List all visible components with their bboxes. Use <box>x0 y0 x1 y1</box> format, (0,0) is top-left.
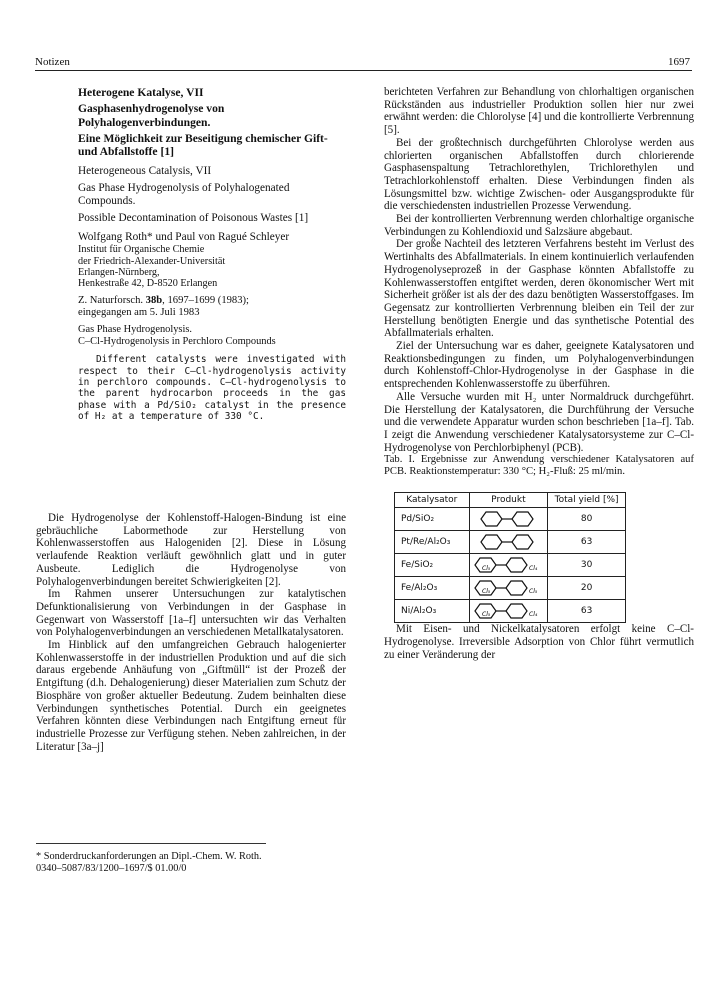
table-row <box>395 600 626 623</box>
affiliation <box>78 244 346 290</box>
product-cell <box>469 577 548 600</box>
paragraph: Die Hydrogenolyse der Kohlenstoff-Halogen-Bindung ist eine gebräuchliche Labormethode zur Herstellung von Kohlenwasserstoffen aus Halogeniden [2]. Diese in Lösung verlaufende Reaktion verläuft gewöhnlich glatt und in guter Ausbeute. Lediglich die Hydrogenolyse von Polyhalogenverbindungen bereitet Schwierigkeiten [2]. <box>36 512 346 588</box>
affiliation-line: Institut für Organische Chemie <box>78 244 205 256</box>
paragraph: Ziel der Untersuchung war es daher, geeignete Katalysatoren und Reaktionsbedingungen zu finden, um Polyhalogenverbindungen durch Kohlenstoff-Chlor-Hydrogenolyse in der Gasphase in die entsprechenden Kohlenwasserstoffe zu überführen. <box>384 340 694 391</box>
footnote-correspondence: * Sonderdruckanforderungen an Dipl.-Chem. W. Roth. <box>36 851 262 862</box>
chlorobiphenyl-structure <box>471 556 545 574</box>
title-main: Gasphasenhydrogenolyse von Polyhalogenverbindungen. <box>78 102 225 129</box>
yield-cell: 63 <box>548 600 626 623</box>
chlorobiphenyl-structure <box>471 602 545 620</box>
authors: Wolfgang Roth* und Paul von Ragué Schleyer <box>78 231 290 244</box>
paragraph: Im Rahmen unserer Untersuchungen zur katalytischen Defunktionalisierung von Verbindungen in der Gasphase in Gegenwart von Wasserstoff [1a–f] untersuchten wir das Verhalten von Polyhalogenverbindungen an verschiedenen Metallkatalysatoren. <box>36 588 346 639</box>
substituent-label: Cl₅ <box>482 565 491 573</box>
yield-cell: 30 <box>548 554 626 577</box>
table-row <box>395 577 626 600</box>
paragraph: berichteten Verfahren zur Behandlung von chlorhaltigen organischen Rückständen aus industrieller Produktion sollen hier nur zwei erwähnt werden: die Chlorolyse [4] und die kontrollierte Verbrennung [5]. <box>384 86 694 137</box>
journal-pages: , 1697–1699 (1983); <box>162 294 249 306</box>
substituent-label: Cl₅ <box>482 588 491 596</box>
left-column-front-matter <box>36 86 346 422</box>
yield-cell: 80 <box>548 508 626 531</box>
table-row <box>395 554 626 577</box>
title-series: Heterogene Katalyse, VII <box>78 86 204 99</box>
substituent-label: Cl₄ <box>529 565 538 573</box>
product-cell <box>469 508 548 531</box>
header-rule <box>35 70 692 71</box>
results-table <box>394 492 626 623</box>
biphenyl-structure <box>475 533 541 551</box>
journal-name: Z. Naturforsch. <box>78 294 144 306</box>
table-header-yield: Total yield [%] <box>548 493 626 508</box>
paragraph: Im Hinblick auf den umfangreichen Gebrauch halogenierter Kohlenwasserstoffe in der industriellen Produktion und auf die sich daraus ergebende Anhäufung von „Giftmüll“ ist der Prozeß der Entgiftung (d.h. Dehalogenierung) dieser Materialien zum Schutz der Biosphäre von großer aktueller Bedeutung. Zudem beinhalten diese Verbindungen synthetisches Potential. Durch ein geeignetes Verfahren könnten diese Verbindungen nach Entgiftung erneut für industrielle Prozesse zur Verfügung stehen. Neben zahlreichen, in der Literatur [3a–j] <box>36 639 346 753</box>
keyword: Gas Phase Hydrogenolysis. <box>78 323 192 335</box>
chlorobiphenyl-structure <box>471 579 545 597</box>
paragraph: Bei der kontrollierten Verbrennung werden chlorhaltige organische Verbindungen zu Kohlendioxid und Salzsäure abgebaut. <box>384 213 694 238</box>
catalyst-cell: Pt/Re/Al₂O₃ <box>395 531 470 554</box>
abstract: Different catalysts were investigated with respect to their C–Cl-hydrogenolysis activity in perchloro compounds. C–Cl-hydrogenolysis to the parent hydrocarbon proceeds in the gas phase with a Pd/SiO₂ catalyst in the presence of H₂ at a temperature of 330 °C. <box>78 354 346 422</box>
table-row <box>395 508 626 531</box>
paragraph: Bei der großtechnisch durchgeführten Chlorolyse werden aus chlorierten organischen Abfallstoffen durch chlorierende Gasphasenspaltung Tetrachlorethylen, Trichlorethylen und Tetrachlorkohlenstoff erhalten. Diese Verbindungen finden als Lösungsmittel bzw. wichtige Zwischen- oder Ausgangsprodukte für die verschiedensten industriellen Prozesse Verwendung. <box>384 136 694 213</box>
affiliation-line: Henkestraße 42, D-8520 Erlangen <box>78 278 218 290</box>
table-header-row <box>395 493 626 508</box>
product-cell <box>469 600 548 623</box>
title-en-main: Gas Phase Hydrogenolysis of Polyhalogenated Compounds. <box>78 182 290 208</box>
yield-cell: 63 <box>548 531 626 554</box>
catalyst-cell: Fe/Al₂O₃ <box>395 577 470 600</box>
title-block <box>36 86 346 422</box>
right-column <box>384 86 694 662</box>
substituent-label: Cl₄ <box>529 611 538 619</box>
product-cell <box>469 554 548 577</box>
page-number: 1697 <box>668 56 690 68</box>
table-caption: Tab. I. Ergebnisse zur Anwendung verschiedener Katalysatoren auf PCB. Reaktionstemperatur: 330 °C; H₂-Fluß: 25 ml/min. <box>384 454 694 478</box>
substituent-label: Cl₅ <box>529 588 538 596</box>
table-header-catalyst: Katalysator <box>395 493 470 508</box>
received-date: eingegangen am 5. Juli 1983 <box>78 306 200 318</box>
footnote <box>36 851 346 875</box>
affiliation-line: Erlangen-Nürnberg, <box>78 266 160 278</box>
catalyst-cell: Fe/SiO₂ <box>395 554 470 577</box>
table-row <box>395 531 626 554</box>
catalyst-cell: Ni/Al₂O₃ <box>395 600 470 623</box>
paragraph: Mit Eisen- und Nickelkatalysatoren erfolgt keine C–Cl-Hydrogenolyse. Irreversible Adsorption von Chlor führt vermutlich zu einer Veränderung der <box>384 623 694 661</box>
substituent-label: Cl₅ <box>482 611 491 619</box>
footnote-rule <box>36 843 266 844</box>
keywords <box>78 324 346 348</box>
paragraph: Der große Nachteil des letzteren Verfahrens besteht im Verlust des Wertinhalts des Abfallmaterials. In einem kontinuierlich verlaufenden Hydrogenolyseprozeß in der Gasphase könnten Abfallstoffe zu Kohlenwasserstoffen entgiftet werden, deren ökonomischer Wert mit Sicherheit größer ist als der des dazu benötigten Wasserstoffgases. Im Gegensatz zur kontrollierten Verbrennung bleiben ein Teil der zur Herstellung benötigten Energie und das synthetische Potential des Abfallmaterials erhalten. <box>384 238 694 340</box>
keyword: C–Cl-Hydrogenolysis in Perchloro Compounds <box>78 335 276 347</box>
title-sub: Eine Möglichkeit zur Beseitigung chemischer Gift- und Abfallstoffe [1] <box>78 131 328 159</box>
affiliation-line: der Friedrich-Alexander-Universität <box>78 255 226 267</box>
catalyst-cell: Pd/SiO₂ <box>395 508 470 531</box>
footnote-code: 0340–5087/83/1200–1697/$ 01.00/0 <box>36 863 187 875</box>
yield-cell: 20 <box>548 577 626 600</box>
product-cell <box>469 531 548 554</box>
running-header-section: Notizen <box>35 56 70 68</box>
paragraph: Alle Versuche wurden mit H₂ unter Normaldruck durchgeführt. Die Herstellung der Katalysatoren, die Durchführung der Versuche und die verwendete Apparatur wurden schon beschrieben [1a–f]. Tab. I zeigt die Anwendung verschiedener Katalysatorsysteme zur C–Cl-Hydrogenolyse von Perchlorbiphenyl (PCB). <box>384 390 694 454</box>
left-column-body <box>36 512 346 753</box>
title-en-series: Heterogeneous Catalysis, VII <box>78 165 212 178</box>
biphenyl-structure <box>475 510 541 528</box>
title-en-sub: Possible Decontamination of Poisonous Wastes [1] <box>78 212 309 225</box>
table-header-product: Produkt <box>469 493 548 508</box>
journal-volume: 38b <box>145 294 163 306</box>
citation <box>78 295 346 319</box>
